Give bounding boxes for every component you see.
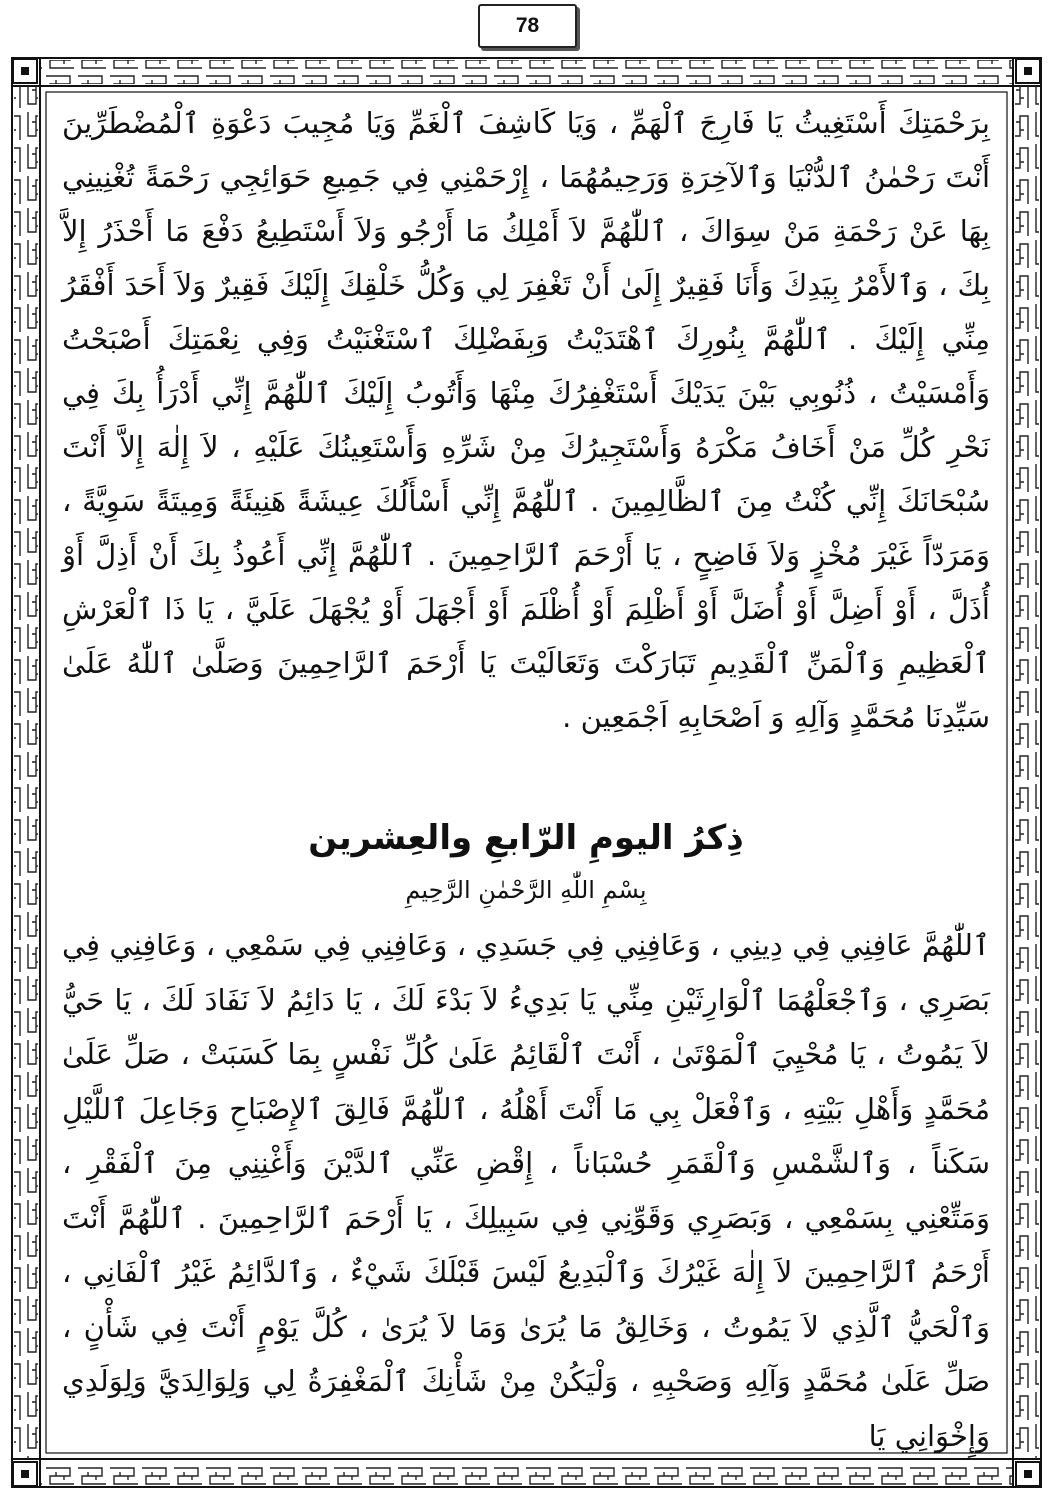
prayer-text-section-2 xyxy=(62,918,990,1463)
page-number: 78 xyxy=(478,4,577,48)
prayer-text-section-1 xyxy=(62,96,990,744)
frame-corner-bottom-right xyxy=(1015,1461,1041,1487)
prayer-paragraph: بِرَحْمَتِكَ أَسْتَغِيثُ يَا فَارِجَ ٱلْهَمِّ ، وَيَا كَاشِفَ ٱلْغَمِّ وَيَا مُجِيبَ دَعْوَةِ ٱلْمُضْطَرِّينَ أَنْتَ رَحْمٰنُ ٱلدُّنْيَا وَٱلآخِرَةِ وَرَحِيمُهُمَا ، إِرْحَمْنِي فِي جَمِيعِ حَوَائِجِي رَحْمَةً تُغْنِينِي بِهَا عَنْ رَحْمَةِ مَنْ سِوَاكَ ، ٱللّٰهُمَّ لاَ أَمْلِكُ مَا أَرْجُو وَلاَ أَسْتَطِيعُ دَفْعَ مَا أَحْذَرُ إِلاَّ بِكَ ، وَٱلأَمْرُ بِيَدِكَ وَأَنَا فَقِيرٌ إِلَىٰ أَنْ تَغْفِرَ لِي وَكُلُّ خَلْقِكَ إِلَيْكَ فَقِيرٌ وَلاَ أَحَدَ أَفْقَرُ مِنِّي إِلَيْكَ . ٱللّٰهُمَّ بِنُورِكَ ٱهْتَدَيْتُ وَبِفَضْلِكَ ٱسْتَغْنَيْتُ وَفِي نِعْمَتِكَ أَصْبَحْتُ وَأَمْسَيْتُ ، ذُنُوبِي بَيْنَ يَدَيْكَ أَسْتَغْفِرُكَ مِنْهَا وَأَتُوبُ إِلَيْكَ ٱللّٰهُمَّ إِنِّي أَدْرَأُ بِكَ فِي نَحْرِ كُلِّ مَنْ أَخَافُ مَكْرَهُ وَأَسْتَجِيرُكَ مِنْ شَرِّهِ وَأَسْتَعِينُكَ عَلَيْهِ ، لاَ إِلٰهَ إِلاَّ أَنْتَ سُبْحَانَكَ إِنِّي كُنْتُ مِنَ ٱلظَّالِمِينَ . ٱللّٰهُمَّ إِنِّي أَسْأَلُكَ عِيشَةً هَنِيئَةً وَمِيتَةً سَوِيَّةً ، وَمَرَدّاً غَيْرَ مُخْزٍ وَلاَ فَاضِحٍ ، يَا أَرْحَمَ ٱلرَّاحِمِينَ . ٱللّٰهُمَّ إِنِّي أَعُوذُ بِكَ أَنْ أَذِلَّ أَوْ أُذَلَّ ، أَوْ أَضِلَّ أَوْ أُضَلَّ أَوْ أَظْلِمَ أَوْ أُظْلَمَ أَوْ أَجْهَلَ أَوْ يُجْهَلَ عَلَيَّ ، يَا ذَا ٱلْعَرْشِ ٱلْعَظِيمِ وَٱلْمَنِّ ٱلْقَدِيمِ تَبَارَكْتَ وَتَعَالَيْتَ يَا أَرْحَمَ ٱلرَّاحِمِينَ وَصَلَّىٰ ٱللّٰهُ عَلَىٰ سَيِّدِنَا مُحَمَّدٍ وَآلِهِ وَ اَصْحَابِهِ اَجْمَعِين . xyxy=(62,106,990,734)
prayer-paragraph: ٱللّٰهُمَّ عَافِنِي فِي دِينِي ، وَعَافِنِي فِي جَسَدِي ، وَعَافِنِي فِي سَمْعِي ، وَعَافِنِي فِي بَصَرِي ، وَٱجْعَلْهُمَا ٱلْوَارِثَيْنِ مِنِّي يَا بَدِيءُ لاَ بَدْءَ لَكَ ، يَا دَائِمُ لاَ نَفَادَ لَكَ ، يَا حَيُّ لاَ يَمُوتُ ، يَا مُحْيِيَ ٱلْمَوْتَىٰ ، أَنْتَ ٱلْقَائِمُ عَلَىٰ كُلِّ نَفْسٍ بِمَا كَسَبَتْ ، صَلِّ عَلَىٰ مُحَمَّدٍ وَأَهْلِ بَيْتِهِ ، وَٱفْعَلْ بِي مَا أَنْتَ أَهْلُهُ ، ٱللّٰهُمَّ فَالِقَ ٱلإِصْبَاحِ وَجَاعِلَ ٱللَّيْلِ سَكَناً ، وَٱلشَّمْسِ وَٱلْقَمَرِ حُسْبَاناً ، إِقْضِ عَنِّي ٱلدَّيْنَ وَأَغْنِنِي مِنَ ٱلْفَقْرِ ، وَمَتِّعْنِي بِسَمْعِي ، وَبَصَرِي وَقَوِّنِي فِي سَبِيلِكَ ، يَا أَرْحَمَ ٱلرَّاحِمِينَ . ٱللّٰهُمَّ أَنْتَ أَرْحَمُ ٱلرَّاحِمِينَ لاَ إِلٰهَ غَيْرُكَ وَٱلْبَدِيعُ لَيْسَ قَبْلَكَ شَيْءٌ ، وَٱلدَّائِمُ غَيْرُ ٱلْفَانِي ، وَٱلْحَيُّ ٱلَّذِي لاَ يَمُوتُ ، وَخَالِقُ مَا يُرَىٰ وَمَا لاَ يُرَىٰ ، كُلَّ يَوْمٍ أَنْتَ فِي شَأْنٍ ، صَلِّ عَلَىٰ مُحَمَّدٍ وَآلِهِ وَصَحْبِهِ ، وَلْيَكُنْ مِنْ شَأْنِكَ ٱلْمَغْفِرَةُ لِي وَلِوَالِدَيَّ وَلِوَلَدِي وَإِخْوَانِي يَا xyxy=(62,928,990,1453)
frame-corner-top-left xyxy=(12,58,38,84)
section-heading: ذِكرُ اليومِ الرّابعِ والعِشرين xyxy=(308,818,744,858)
frame-corner-bottom-left xyxy=(12,1461,38,1487)
basmala: بِسْمِ اللّٰهِ الرَّحْمٰنِ الرَّحِيمِ xyxy=(405,876,647,904)
frame-corner-top-right xyxy=(1015,58,1041,84)
